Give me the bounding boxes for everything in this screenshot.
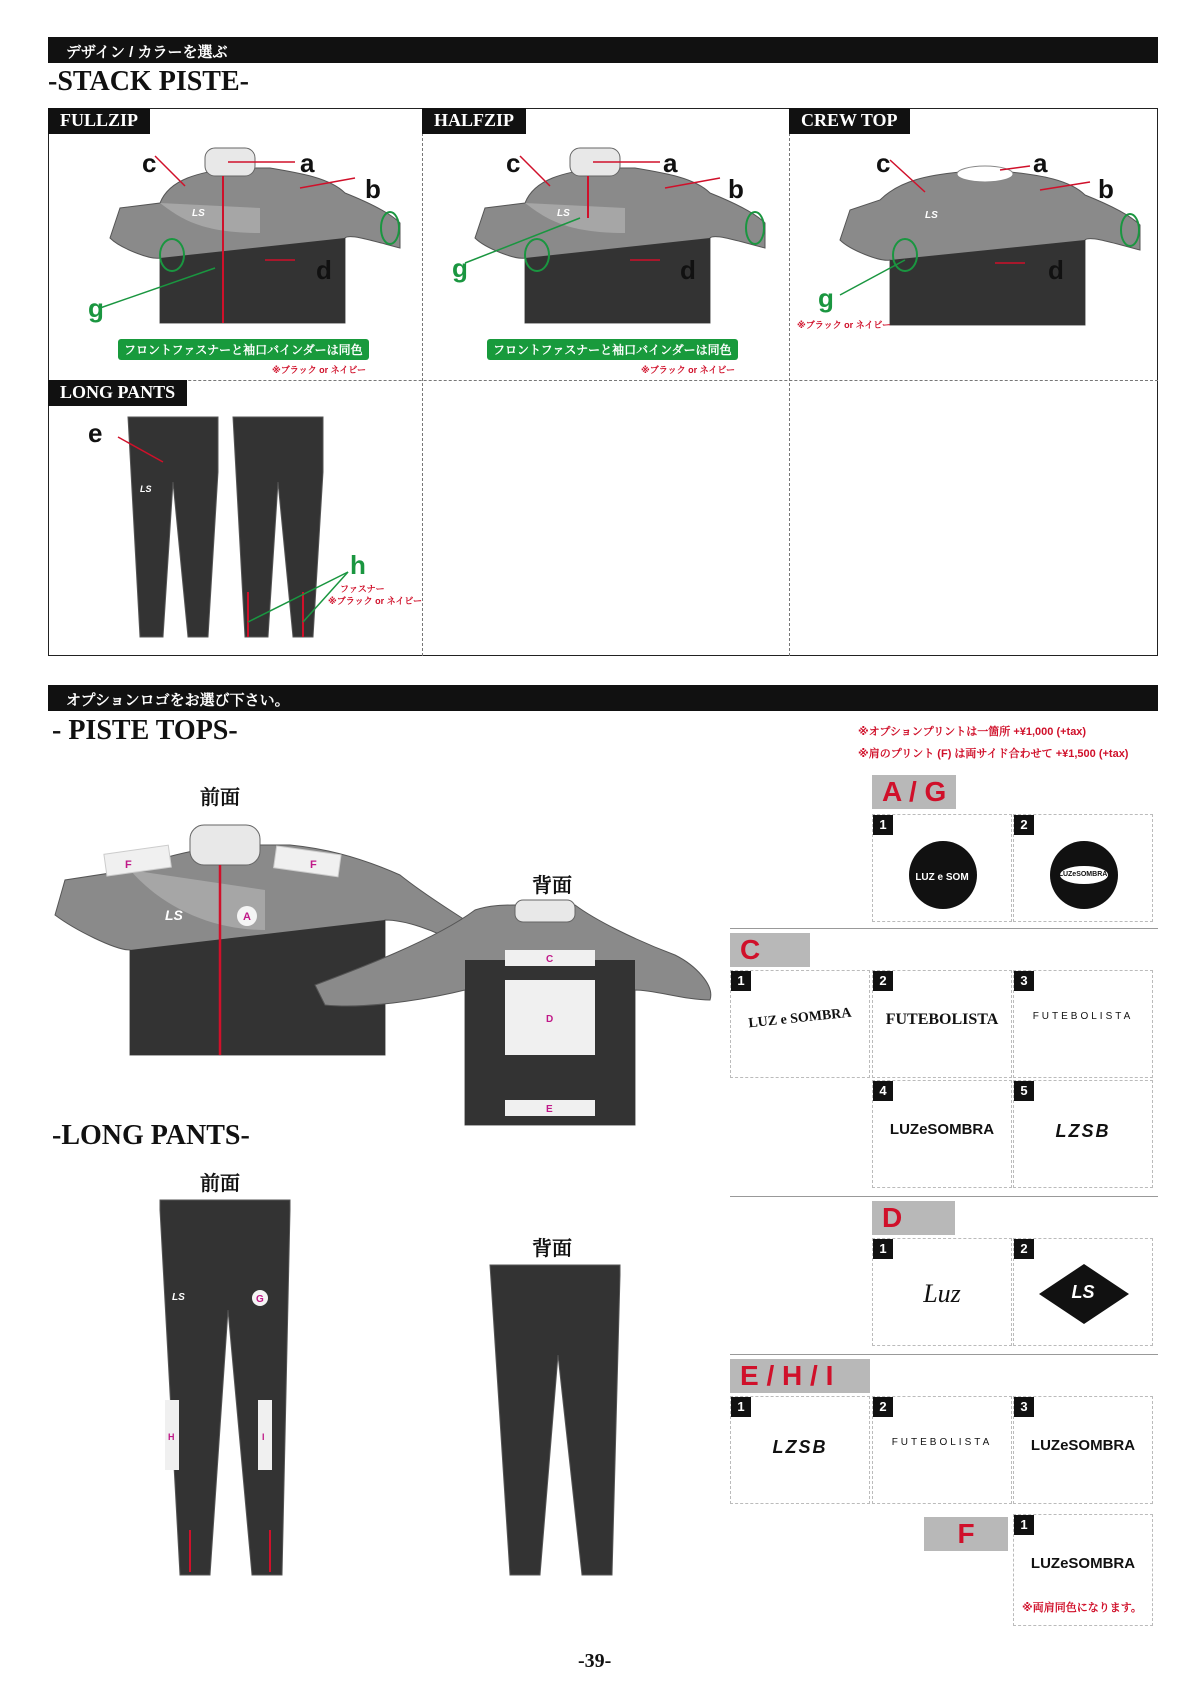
svg-text:LS: LS xyxy=(925,210,938,221)
tile-logo: LUZ e SOMBRA xyxy=(747,1005,853,1032)
option-f-note: ※両肩同色になります。 xyxy=(1022,1602,1142,1614)
design-color-header: デザイン / カラーを選ぶ xyxy=(48,37,1158,63)
tile-logo: LUZ e SOM xyxy=(915,872,969,883)
tile-number: 1 xyxy=(873,815,893,835)
page-number: -39- xyxy=(578,1650,612,1672)
stack-piste-title: -STACK PISTE- xyxy=(48,66,249,97)
longpants-tag: LONG PANTS xyxy=(48,380,187,406)
label-b: b xyxy=(728,174,744,204)
halfzip-tag: HALFZIP xyxy=(422,108,526,134)
svg-text:LS: LS xyxy=(192,208,205,219)
label-d: d xyxy=(316,255,332,285)
label-a: a xyxy=(1033,148,1048,178)
grid-divider xyxy=(48,380,1158,381)
tile-number: 1 xyxy=(873,1239,893,1259)
svg-text:E: E xyxy=(546,1104,553,1115)
tile-logo: FUTEBOLISTA xyxy=(885,1011,999,1028)
tops-back-caption: 背面 xyxy=(532,875,572,897)
option-ehi-1[interactable] xyxy=(730,1396,870,1504)
label-a: a xyxy=(300,148,315,178)
fullzip-zipper-note: フロントファスナーと袖口バインダーは同色 xyxy=(118,339,369,360)
option-c-head: C xyxy=(730,933,810,967)
svg-text:F: F xyxy=(310,859,317,871)
tile-number: 3 xyxy=(1014,1397,1034,1417)
fastener-color-note: ※ブラック or ネイビー xyxy=(328,596,423,606)
option-ehi-3[interactable] xyxy=(1013,1396,1153,1504)
label-g: g xyxy=(452,253,468,283)
svg-text:LS: LS xyxy=(557,208,570,219)
fullzip-tag: FULLZIP xyxy=(48,108,150,134)
crewtop-tag: CREW TOP xyxy=(789,108,910,134)
tile-number: 1 xyxy=(731,1397,751,1417)
option-c-2[interactable] xyxy=(872,970,1012,1078)
tile-logo: LUZeSOMBRA xyxy=(889,1121,995,1138)
svg-text:G: G xyxy=(256,1294,264,1305)
label-b: b xyxy=(1098,174,1114,204)
option-c-5[interactable] xyxy=(1013,1080,1153,1188)
label-c: c xyxy=(506,148,521,178)
option-ehi-head: E / H / I xyxy=(730,1359,870,1393)
svg-text:A: A xyxy=(243,911,251,923)
label-b: b xyxy=(365,174,381,204)
tile-number: 1 xyxy=(1014,1515,1034,1535)
label-g: g xyxy=(88,293,104,323)
tile-number: 1 xyxy=(731,971,751,991)
grid-divider xyxy=(422,108,423,656)
label-d: d xyxy=(680,255,696,285)
crewtop-illustration xyxy=(830,160,1140,330)
label-e: e xyxy=(88,418,103,448)
option-d-2[interactable] xyxy=(1013,1238,1153,1346)
halfzip-color-note: ※ブラック or ネイビー xyxy=(641,365,736,375)
option-ehi-2[interactable] xyxy=(872,1396,1012,1504)
fastener-note: ファスナー xyxy=(340,584,385,594)
option-ag-2[interactable] xyxy=(1013,814,1153,922)
piste-tops-title: - PISTE TOPS- xyxy=(52,715,238,746)
fullzip-color-note: ※ブラック or ネイビー xyxy=(272,365,367,375)
tile-number: 2 xyxy=(873,971,893,991)
option-separator xyxy=(730,1354,1158,1355)
option-ag-1[interactable] xyxy=(872,814,1012,922)
option-c-4[interactable] xyxy=(872,1080,1012,1188)
tile-logo: LUZeSOMBRA xyxy=(1058,871,1108,878)
option-separator xyxy=(730,1196,1158,1197)
option-c-3[interactable] xyxy=(1013,970,1153,1078)
crewtop-color-note: ※ブラック or ネイビー xyxy=(797,320,892,330)
label-c: c xyxy=(142,148,157,178)
tops-back-illustration xyxy=(315,900,715,1130)
tile-logo: FUTEBOLISTA xyxy=(1032,1011,1134,1022)
tile-logo: LUZeSOMBRA xyxy=(1030,1555,1136,1572)
label-a: a xyxy=(663,148,678,178)
tile-logo: LZSB xyxy=(772,1437,828,1457)
svg-text:LS: LS xyxy=(165,907,183,923)
tile-number: 4 xyxy=(873,1081,893,1101)
option-d-1[interactable] xyxy=(872,1238,1012,1346)
longpants-illustration xyxy=(118,412,348,642)
svg-text:F: F xyxy=(125,859,132,871)
option-d-head: D xyxy=(872,1201,955,1235)
svg-text:LS: LS xyxy=(140,484,152,494)
tile-logo: LZSB xyxy=(1055,1121,1111,1141)
svg-text:C: C xyxy=(546,954,554,965)
tile-logo: Luz xyxy=(923,1279,961,1308)
price-note-2: ※肩のプリント (F) は両サイド合わせて +¥1,500 (+tax) xyxy=(858,748,1129,760)
tile-logo: LUZeSOMBRA xyxy=(1030,1437,1136,1454)
tile-number: 5 xyxy=(1014,1081,1034,1101)
svg-text:D: D xyxy=(546,1014,554,1025)
label-c: c xyxy=(876,148,891,178)
option-ag-head: A / G xyxy=(872,775,956,809)
option-separator xyxy=(730,928,1158,929)
tile-logo: FUTEBOLISTA xyxy=(891,1437,993,1448)
tile-number: 2 xyxy=(1014,1239,1034,1259)
pants-back-caption: 背面 xyxy=(532,1238,572,1260)
option-f-head: F xyxy=(924,1517,1008,1551)
svg-text:H: H xyxy=(168,1432,175,1442)
price-note-1: ※オプションプリントは一箇所 +¥1,000 (+tax) xyxy=(858,726,1087,738)
label-d: d xyxy=(1048,255,1064,285)
tile-number: 2 xyxy=(873,1397,893,1417)
option-logo-header: オプションロゴをお選び下さい。 xyxy=(48,685,1158,711)
option-f-1[interactable] xyxy=(1013,1514,1153,1626)
grid-divider xyxy=(789,108,790,656)
halfzip-zipper-note: フロントファスナーと袖口バインダーは同色 xyxy=(487,339,738,360)
tops-front-caption: 前面 xyxy=(200,787,240,809)
svg-text:LS: LS xyxy=(172,1292,185,1303)
tile-number: 2 xyxy=(1014,815,1034,835)
long-pants-title: -LONG PANTS- xyxy=(52,1120,250,1151)
label-h: h xyxy=(350,550,366,580)
pants-front-illustration xyxy=(160,1200,290,1580)
svg-text:I: I xyxy=(262,1432,265,1442)
pants-front-caption: 前面 xyxy=(200,1173,240,1195)
pants-back-illustration xyxy=(490,1265,620,1580)
option-c-1[interactable] xyxy=(730,970,870,1078)
tile-number: 3 xyxy=(1014,971,1034,991)
tile-logo: LS xyxy=(1071,1282,1095,1302)
label-g: g xyxy=(818,283,834,313)
